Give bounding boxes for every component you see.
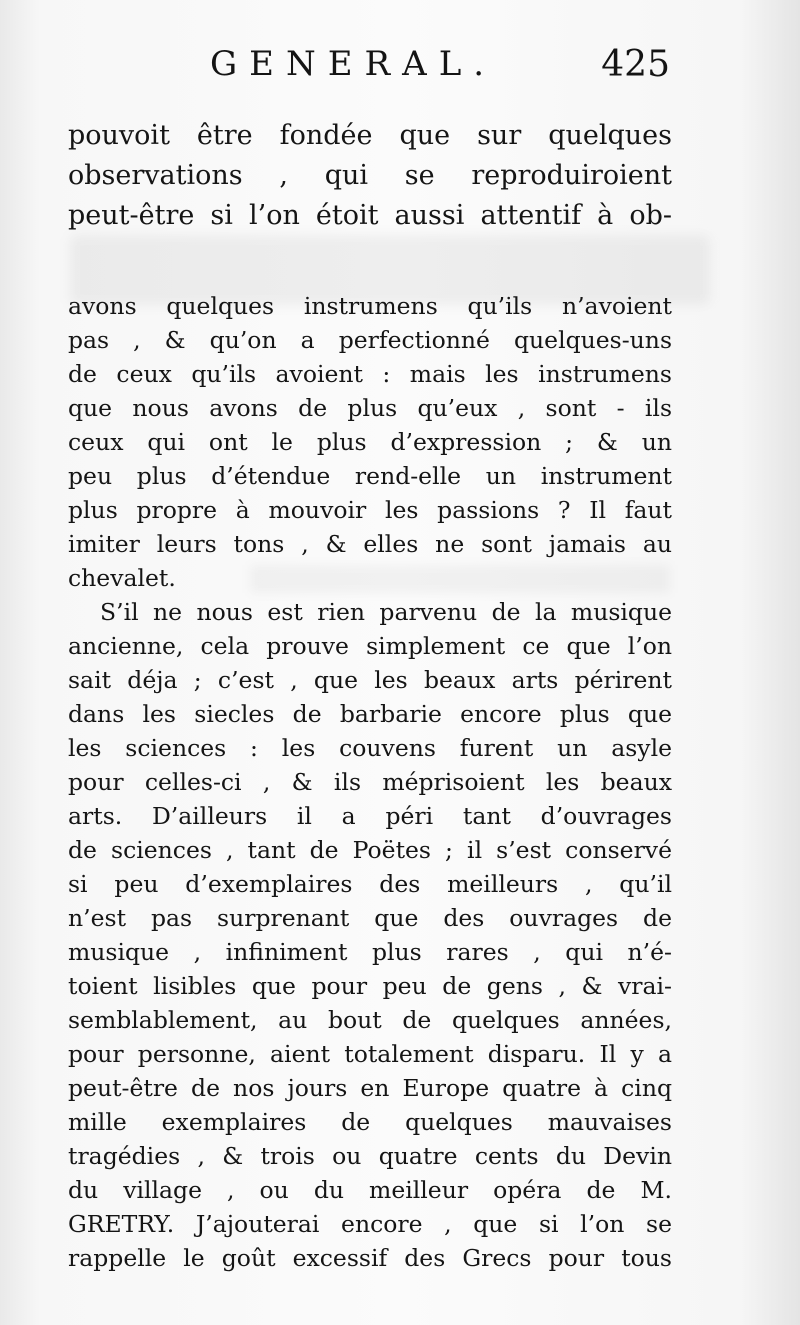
text-line: imiter leurs tons , & elles ne sont jamais au [68,530,672,558]
text-line: semblablement, au bout de quelques années, [68,1006,672,1034]
text-line: peut-être si l’on étoit aussi attentif à ob- [68,200,672,231]
text-line [68,1206,672,1242]
small-caps-name: GRETRY. [68,1210,175,1238]
text-line: mille exemplaires de quelques mauvaises [68,1108,672,1136]
text-line: pour personne, aient totalement disparu. Il y a [68,1040,672,1068]
text-line: les sciences : les couvens furent un asyle [68,734,672,762]
text-line-rest: J’ajouterai encore , que si l’on se [195,1210,672,1238]
text-line: de ceux qu’ils avoient : mais les instrumens [68,360,672,388]
text-line: pas , & qu’on a perfectionné quelques-uns [68,326,672,354]
text-line: tragédies , & trois ou quatre cents du Devin [68,1142,672,1170]
text-line: dans les siecles de barbarie encore plus que [68,700,672,728]
text-line: pouvoit être fondée que sur quelques [68,120,672,151]
text-line: avons quelques instrumens qu’ils n’avoient [68,292,672,320]
page-number: 425 [601,44,670,85]
text-line: du village , ou du meilleur opéra de M. [68,1176,672,1204]
text-line: que nous avons de plus qu’eux , sont - ils [68,394,672,422]
paragraph-start-line: S’il ne nous est rien parvenu de la musique [100,598,672,626]
text-line: sait déja ; c’est , que les beaux arts périrent [68,666,672,694]
text-line: ancienne, cela prouve simplement ce que l’on [68,632,672,660]
text-line: chevalet. [68,564,176,592]
text-line: musique , infiniment plus rares , qui n’é- [68,938,672,966]
text-line: rappelle le goût excessif des Grecs pour tous [68,1244,672,1272]
text-line: arts. D’ailleurs il a péri tant d’ouvrages [68,802,672,830]
text-line: n’est pas surprenant que des ouvrages de [68,904,672,932]
text-line: ceux qui ont le plus d’expression ; & un [68,428,672,456]
text-line: peut-être de nos jours en Europe quatre à cinq [68,1074,672,1102]
text-line: observations , qui se reproduiroient [68,160,672,191]
text-line: pour celles-ci , & ils méprisoient les beaux [68,768,672,796]
text-line: peu plus d’étendue rend-elle un instrument [68,462,672,490]
running-head: GENERAL. [210,44,497,84]
text-line: si peu d’exemplaires des meilleurs , qu’il [68,870,672,898]
text-line: toient lisibles que pour peu de gens , & vrai- [68,972,672,1000]
page-header [210,44,670,94]
text-line: de sciences , tant de Poëtes ; il s’est conservé [68,836,672,864]
text-line: plus propre à mouvoir les passions ? Il faut [68,496,672,524]
